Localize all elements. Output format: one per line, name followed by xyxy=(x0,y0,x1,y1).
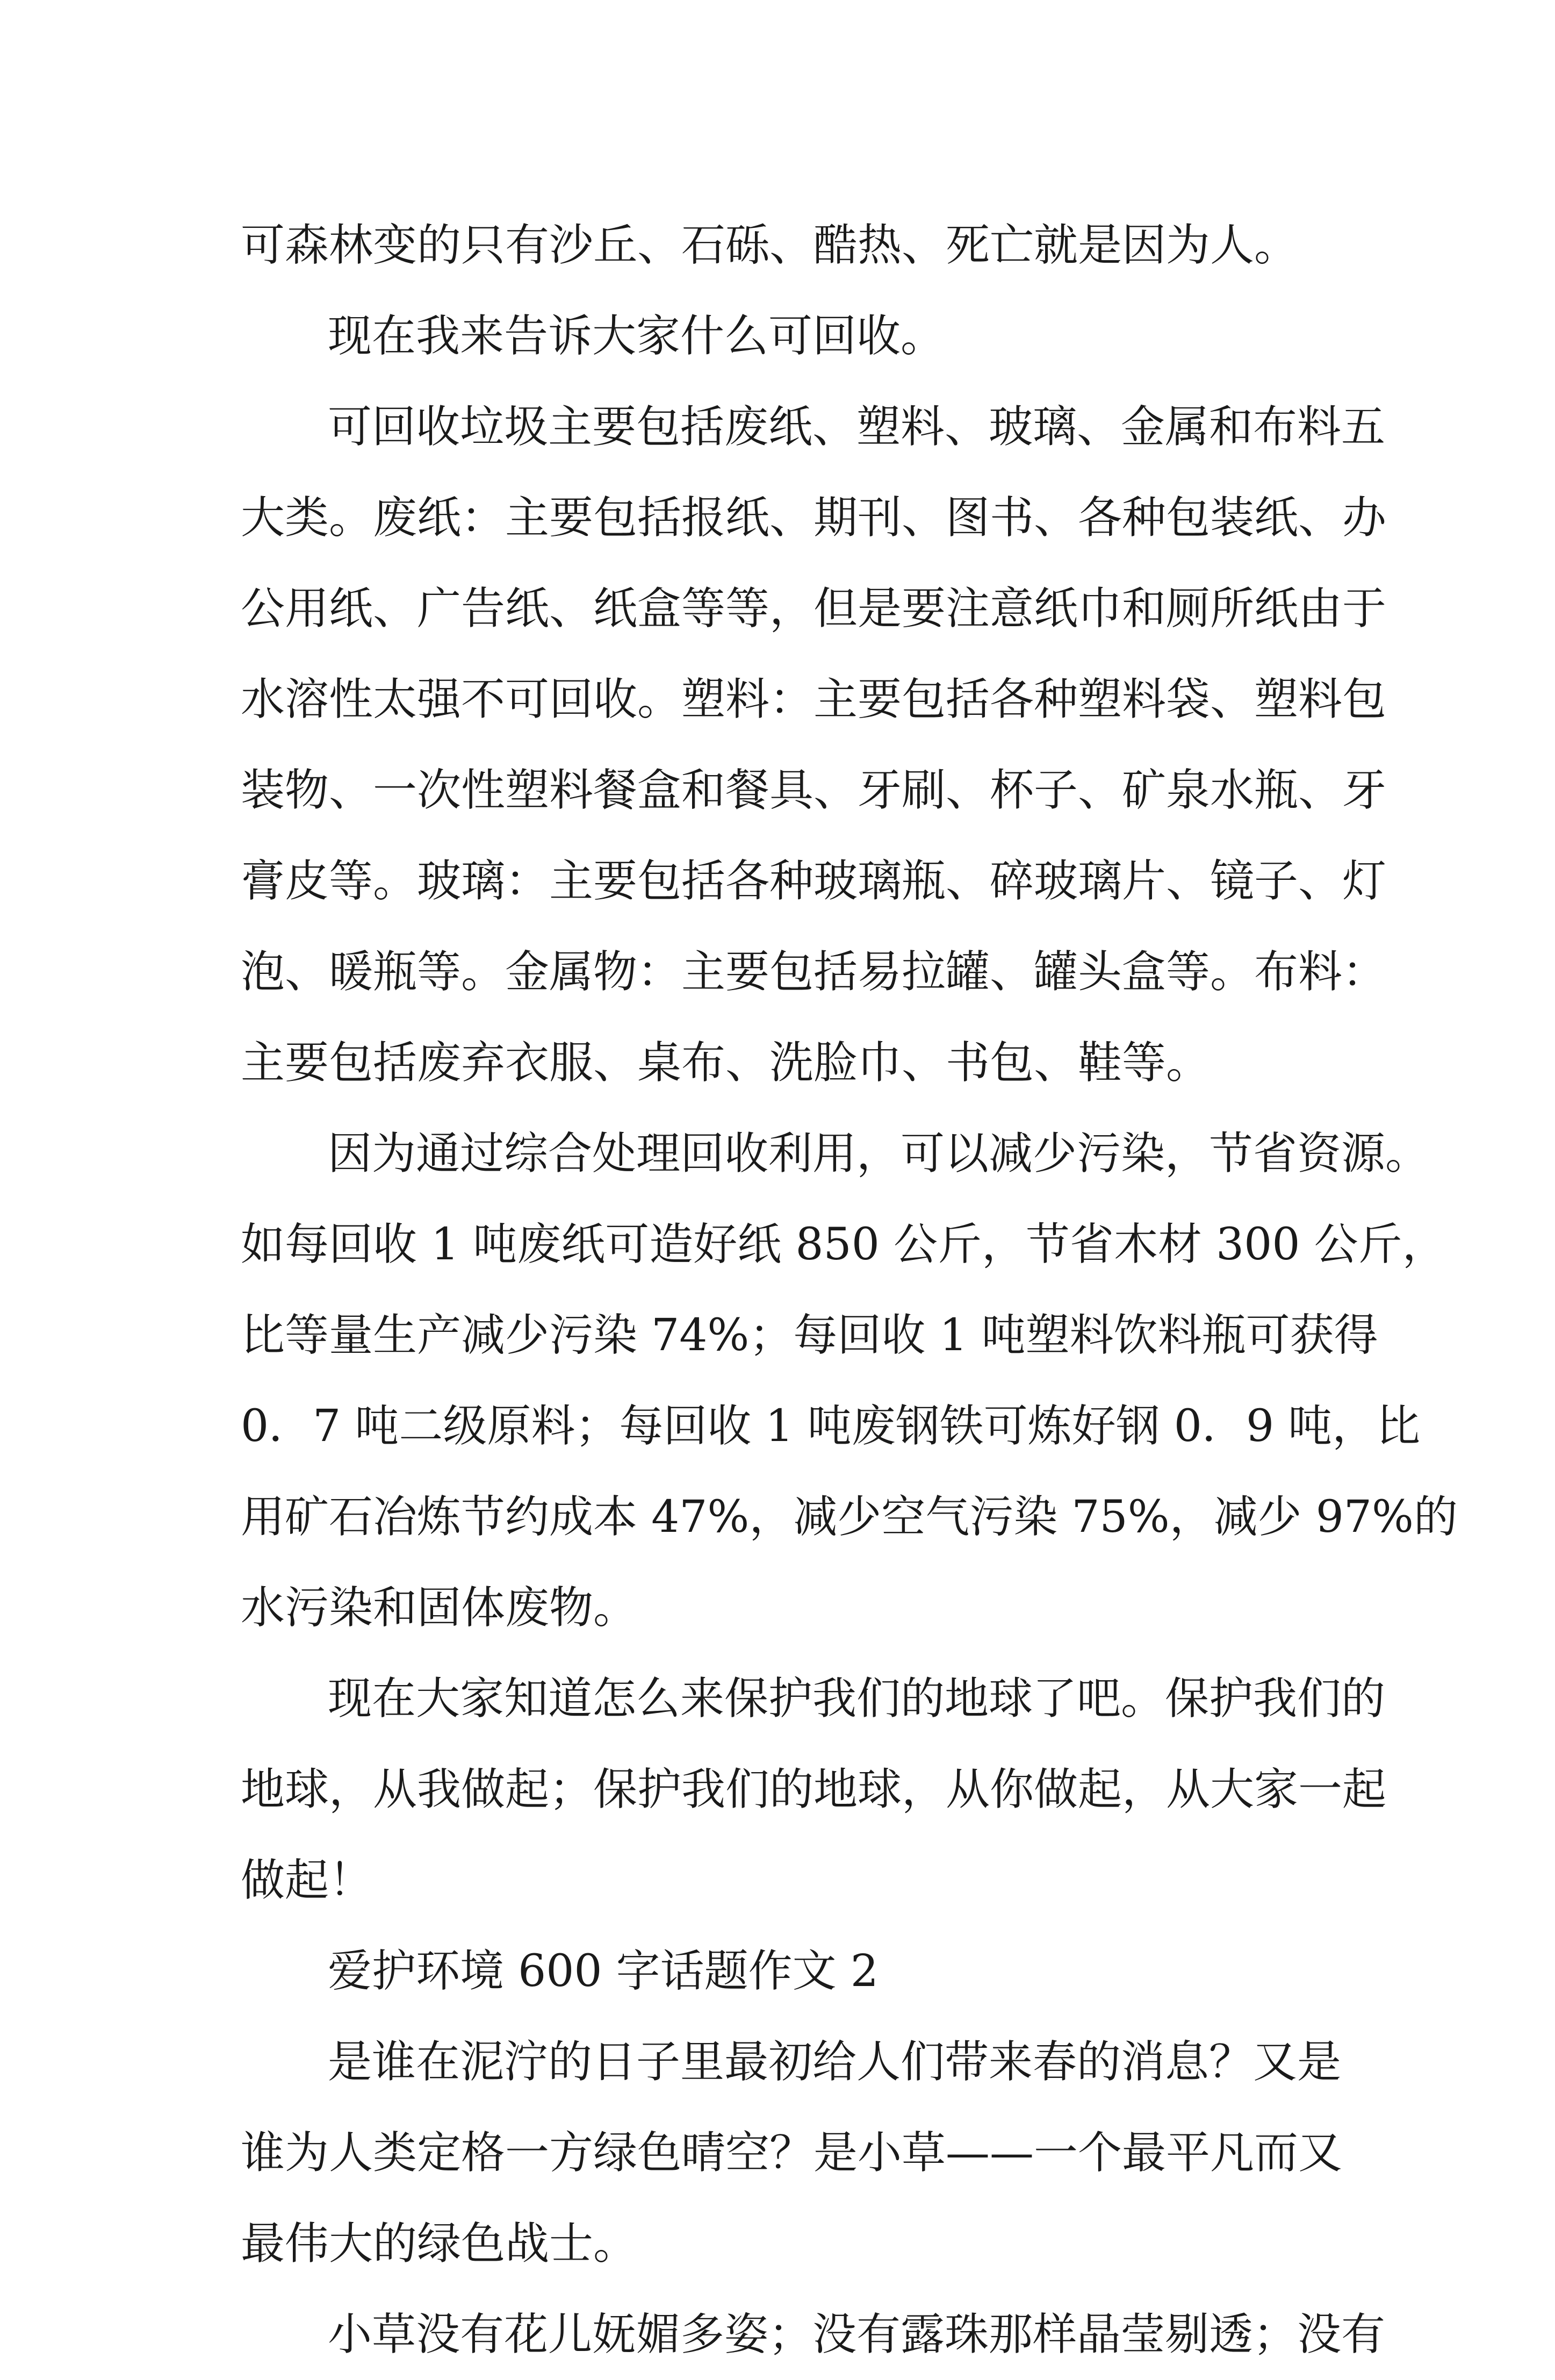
text-line: 泡、暖瓶等。金属物：主要包括易拉罐、罐头盒等。布料： xyxy=(241,947,1387,998)
text-line: 水溶性太强不可回收。塑料：主要包括各种塑料袋、塑料包 xyxy=(241,674,1387,725)
text-line: 水污染和固体废物。 xyxy=(241,1582,638,1633)
section-heading: 爱护环境 600 字话题作文 2 xyxy=(328,1946,879,1997)
text-line: 是谁在泥泞的日子里最初给人们带来春的消息？又是 xyxy=(328,2037,1342,2088)
text-line: 可森林变的只有沙丘、石砾、酷热、死亡就是因为人。 xyxy=(241,220,1299,271)
text-line: 谁为人类定格一方绿色晴空？是小草——一个最平凡而又 xyxy=(241,2127,1343,2178)
text-line: 装物、一次性塑料餐盒和餐具、牙刷、杯子、矿泉水瓶、牙 xyxy=(241,765,1387,816)
text-line: 公用纸、广告纸、纸盒等等，但是要注意纸巾和厕所纸由于 xyxy=(241,583,1387,634)
text-line: 如每回收 1 吨废纸可造好纸 850 公斤，节省木材 300 公斤， xyxy=(241,1219,1446,1270)
text-line: 可回收垃圾主要包括废纸、塑料、玻璃、金属和布料五 xyxy=(328,402,1386,453)
text-line: 现在大家知道怎么来保护我们的地球了吧。保护我们的 xyxy=(328,1673,1386,1724)
document-body xyxy=(241,200,1458,2380)
text-line: 现在我来告诉大家什么可回收。 xyxy=(328,311,945,362)
text-line: 因为通过综合处理回收利用，可以减少污染，节省资源。 xyxy=(328,1128,1430,1179)
text-line: 最伟大的绿色战士。 xyxy=(241,2218,638,2269)
text-line: 用矿石冶炼节约成本 47%，减少空气污染 75%，减少 97%的 xyxy=(241,1492,1458,1543)
text-line: 0．7 吨二级原料；每回收 1 吨废钢铁可炼好钢 0．9 吨，比 xyxy=(241,1401,1421,1452)
text-line: 主要包括废弃衣服、桌布、洗脸巾、书包、鞋等。 xyxy=(241,1037,1211,1088)
text-line: 大类。废纸：主要包括报纸、期刊、图书、各种包装纸、办 xyxy=(241,492,1387,543)
text-line: 地球，从我做起；保护我们的地球，从你做起，从大家一起 xyxy=(241,1764,1387,1815)
text-line: 膏皮等。玻璃：主要包括各种玻璃瓶、碎玻璃片、镜子、灯 xyxy=(241,856,1387,907)
text-line: 比等量生产减少污染 74%；每回收 1 吨塑料饮料瓶可获得 xyxy=(241,1310,1378,1361)
text-line: 做起！ xyxy=(241,1855,373,1906)
text-line: 小草没有花儿妩媚多姿；没有露珠那样晶莹剔透；没有 xyxy=(328,2309,1386,2360)
